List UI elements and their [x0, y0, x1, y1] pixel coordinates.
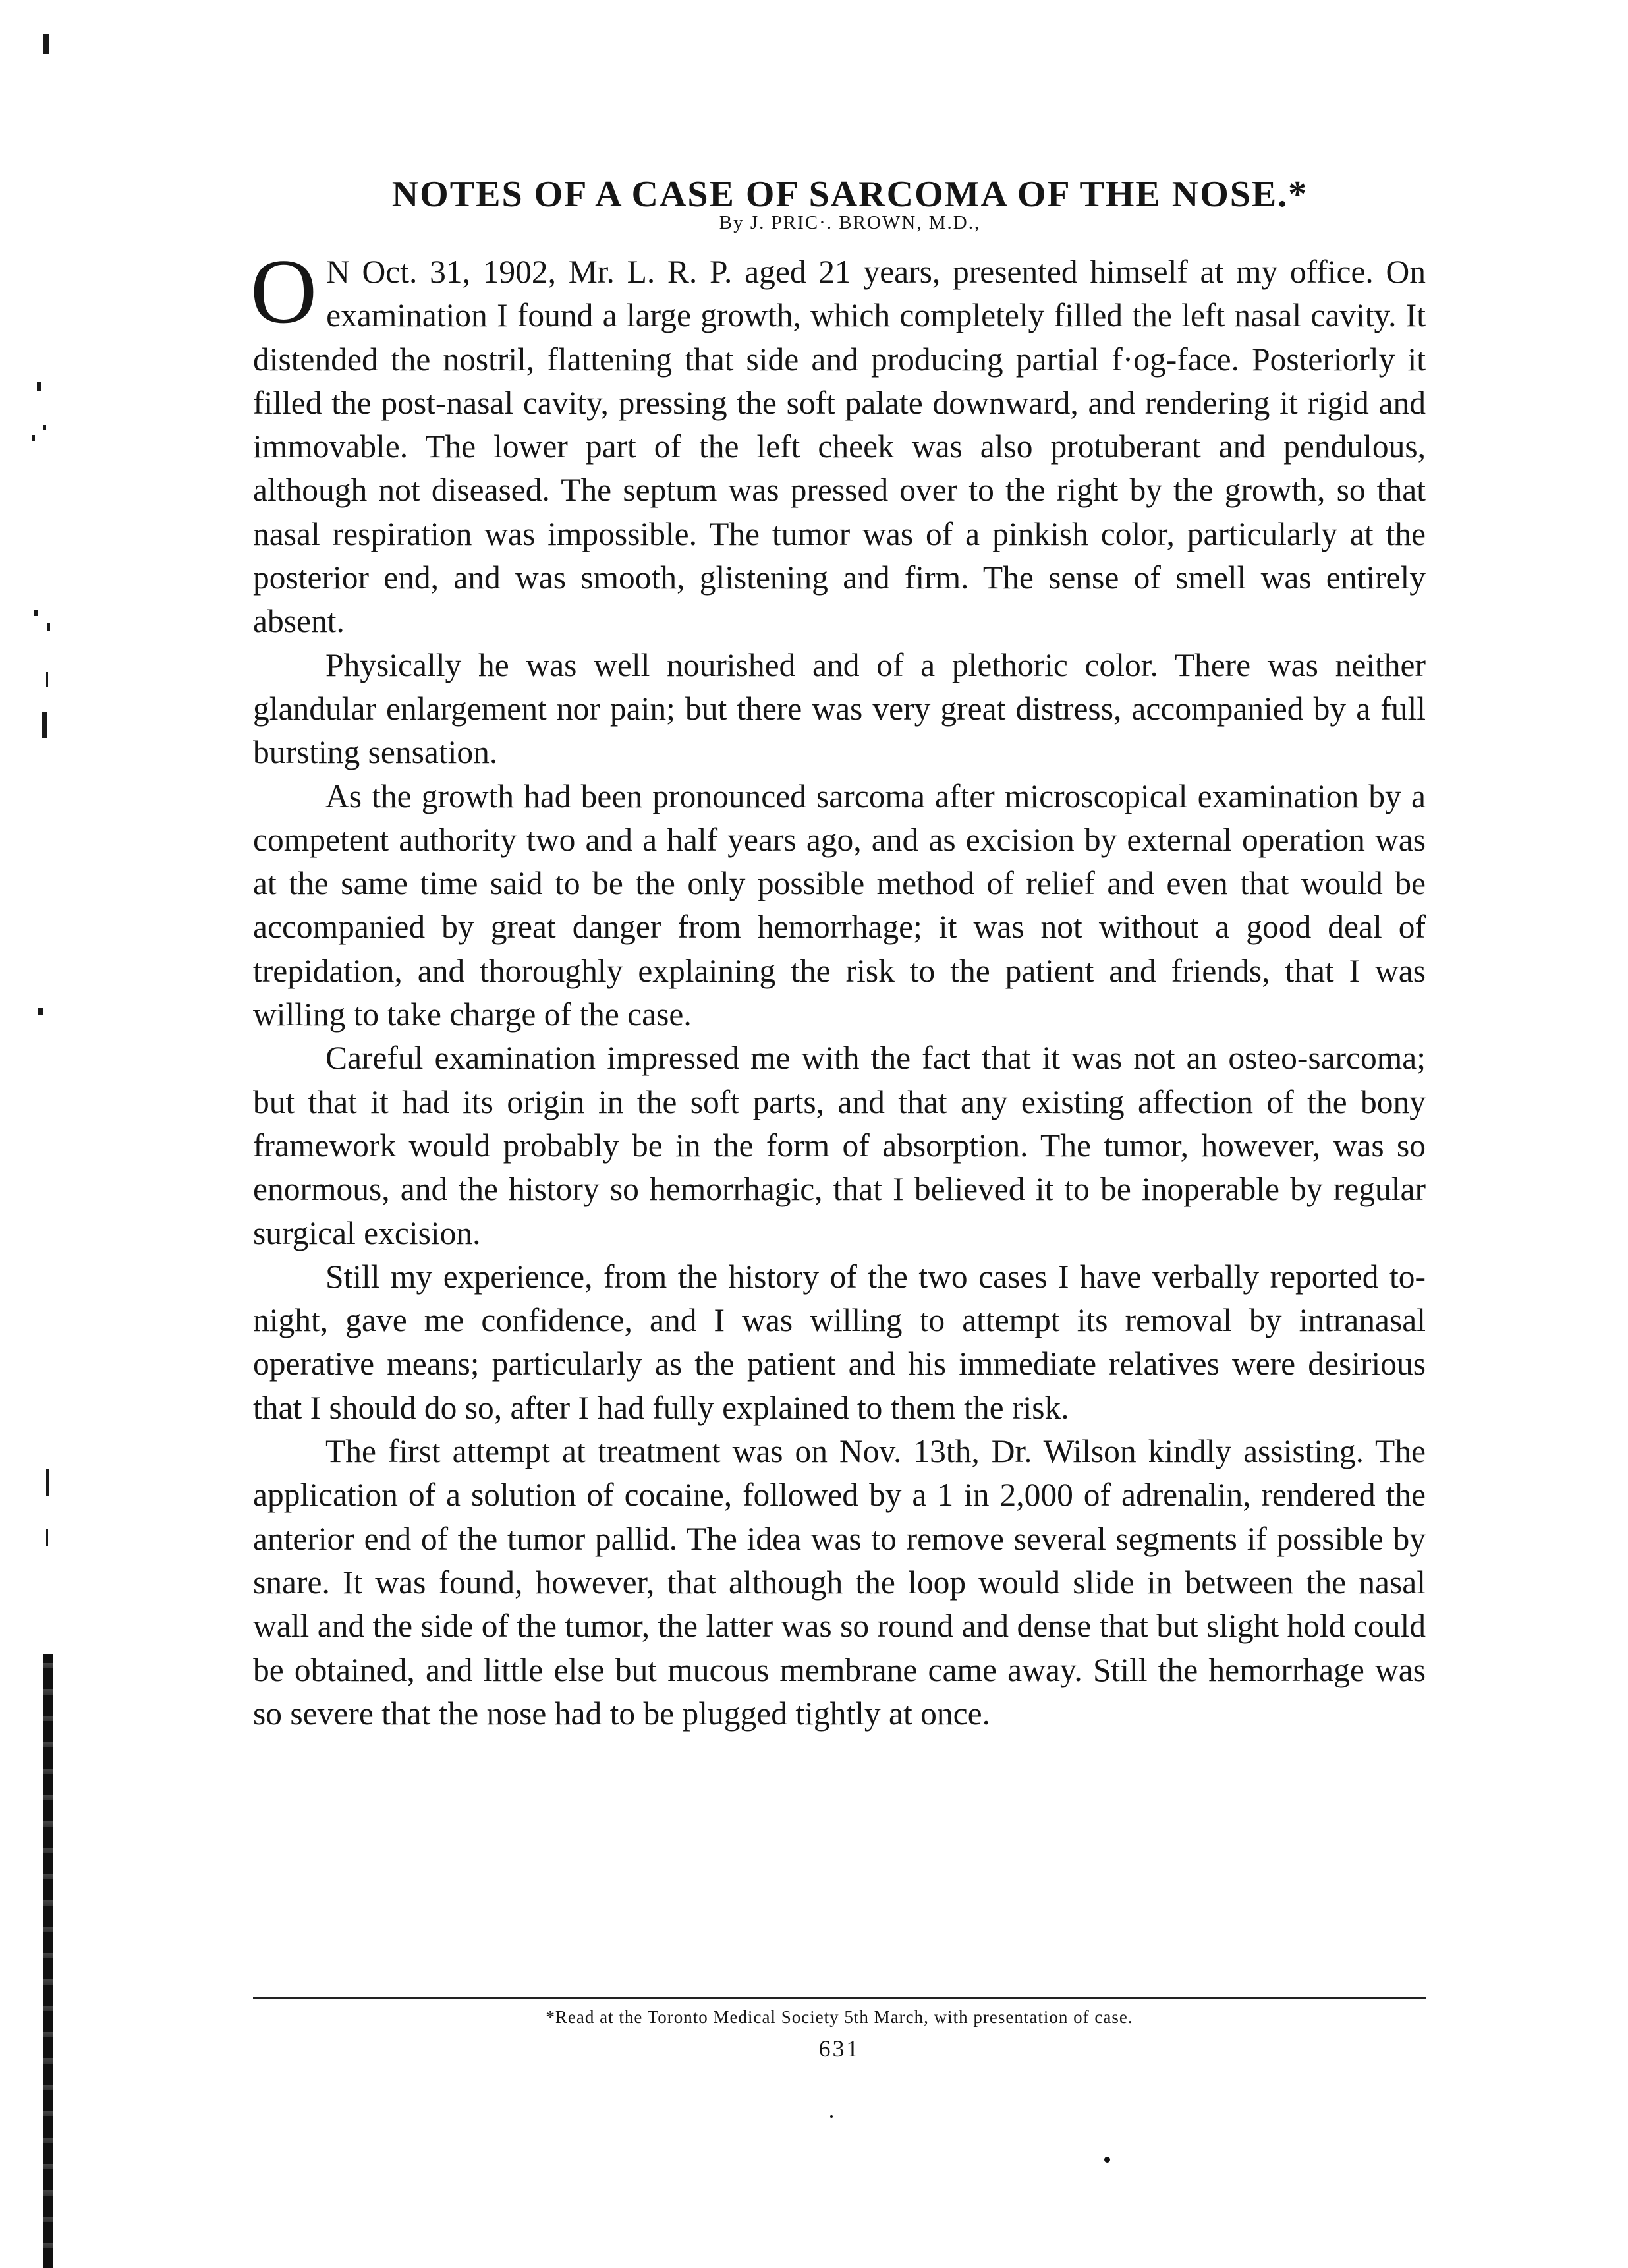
drop-cap: O — [250, 241, 318, 343]
scan-artifact — [47, 623, 50, 631]
article-title: NOTES OF A CASE OF SARCOMA OF THE NOSE.* — [391, 173, 1308, 215]
scan-artifact — [32, 435, 35, 441]
paragraph-1 — [250, 241, 1426, 644]
page-number: 631 — [818, 2035, 860, 2062]
author-byline: By J. PRIC·. BROWN, M.D., — [719, 212, 981, 233]
scan-artifact — [38, 1008, 43, 1015]
scan-artifact — [37, 382, 41, 391]
scan-artifact — [46, 1469, 49, 1496]
scan-artifact — [46, 1529, 48, 1546]
article-body — [250, 241, 1426, 1736]
paragraph-3: As the growth had been pronounced sarcoma after microscopical examination by a competent authority two and a half years ago, and as excision by external operation was at the same time said to be the only possible method of relief and even that would be accompanied by great danger from hemorrhage; it was not without a good deal of trepidation, and thoroughly explaining the risk to the patient and friends, that I was willing to take charge of the case. — [253, 778, 1426, 1033]
scan-artifact — [43, 425, 46, 430]
scan-artifact — [43, 34, 49, 54]
paragraph-6: The first attempt at treatment was on Nov. 13th, Dr. Wilson kindly assisting. The application of a solution of cocaine, followed by a 1 in 2,000 of adrenalin, rendered the anterior end of the tumor pallid. The idea was to remove several segments if possible by snare. It was found, however, that although the loop would slide in between the nasal wall and the side of the tumor, the latter was so round and dense that but slight hold could be obtained, and little else but mucous membrane came away. Still the hemorrhage was so severe that the nose had to be plugged tightly at once. — [253, 1433, 1426, 1732]
footnote-divider — [253, 1997, 1426, 1999]
scan-artifact — [46, 672, 48, 687]
scan-artifact — [42, 712, 47, 738]
scan-speck — [1104, 2157, 1110, 2163]
paragraph-2: Physically he was well nourished and of a plethoric color. There was neither glandular enlargement nor pain; but there was very great distress, accompanied by a full bursting sensation. — [253, 646, 1426, 771]
paragraph-5: Still my experience, from the history of the two cases I have verbally reported to-night, gave me confidence, and I was willing to attempt its removal by intranasal operative means; particularly as the patient and his immediate relatives were desirious that I should do so, after I had fully explained to them the risk. — [253, 1258, 1426, 1426]
scan-artifact — [34, 610, 38, 616]
paragraph-1-text: N Oct. 31, 1902, Mr. L. R. P. aged 21 years, presented himself at my office. On examination I found a large growth, which completely filled the left nasal cavity. It distended the nostril, flattening that side and producing partial f·og-face. Posteriorly it filled the post-nasal cavity, pressing the soft palate downward, and rendering it rigid and immovable. The lower part of the left cheek was also protuberant and pendulous, although not diseased. The septum was pressed over to the right by the growth, so that nasal respiration was impossible. The tumor was of a pinkish color, particularly at the posterior end, and was smooth, glistening and firm. The sense of smell was entirely absent. — [253, 254, 1426, 640]
scan-speck — [830, 2115, 833, 2118]
paragraph-4: Careful examination impressed me with the fact that it was not an osteo-sarcoma; but that it had its origin in the soft parts, and that any existing affection of the bony framework would probably be in the form of absorption. The tumor, however, was so enormous, and the history so hemorrhagic, that I believed it to be inoperable by regular surgical excision. — [253, 1040, 1426, 1251]
footnote: *Read at the Toronto Medical Society 5th March, with presentation of case. — [546, 2007, 1133, 2027]
scan-edge-shadow — [43, 1654, 53, 2268]
